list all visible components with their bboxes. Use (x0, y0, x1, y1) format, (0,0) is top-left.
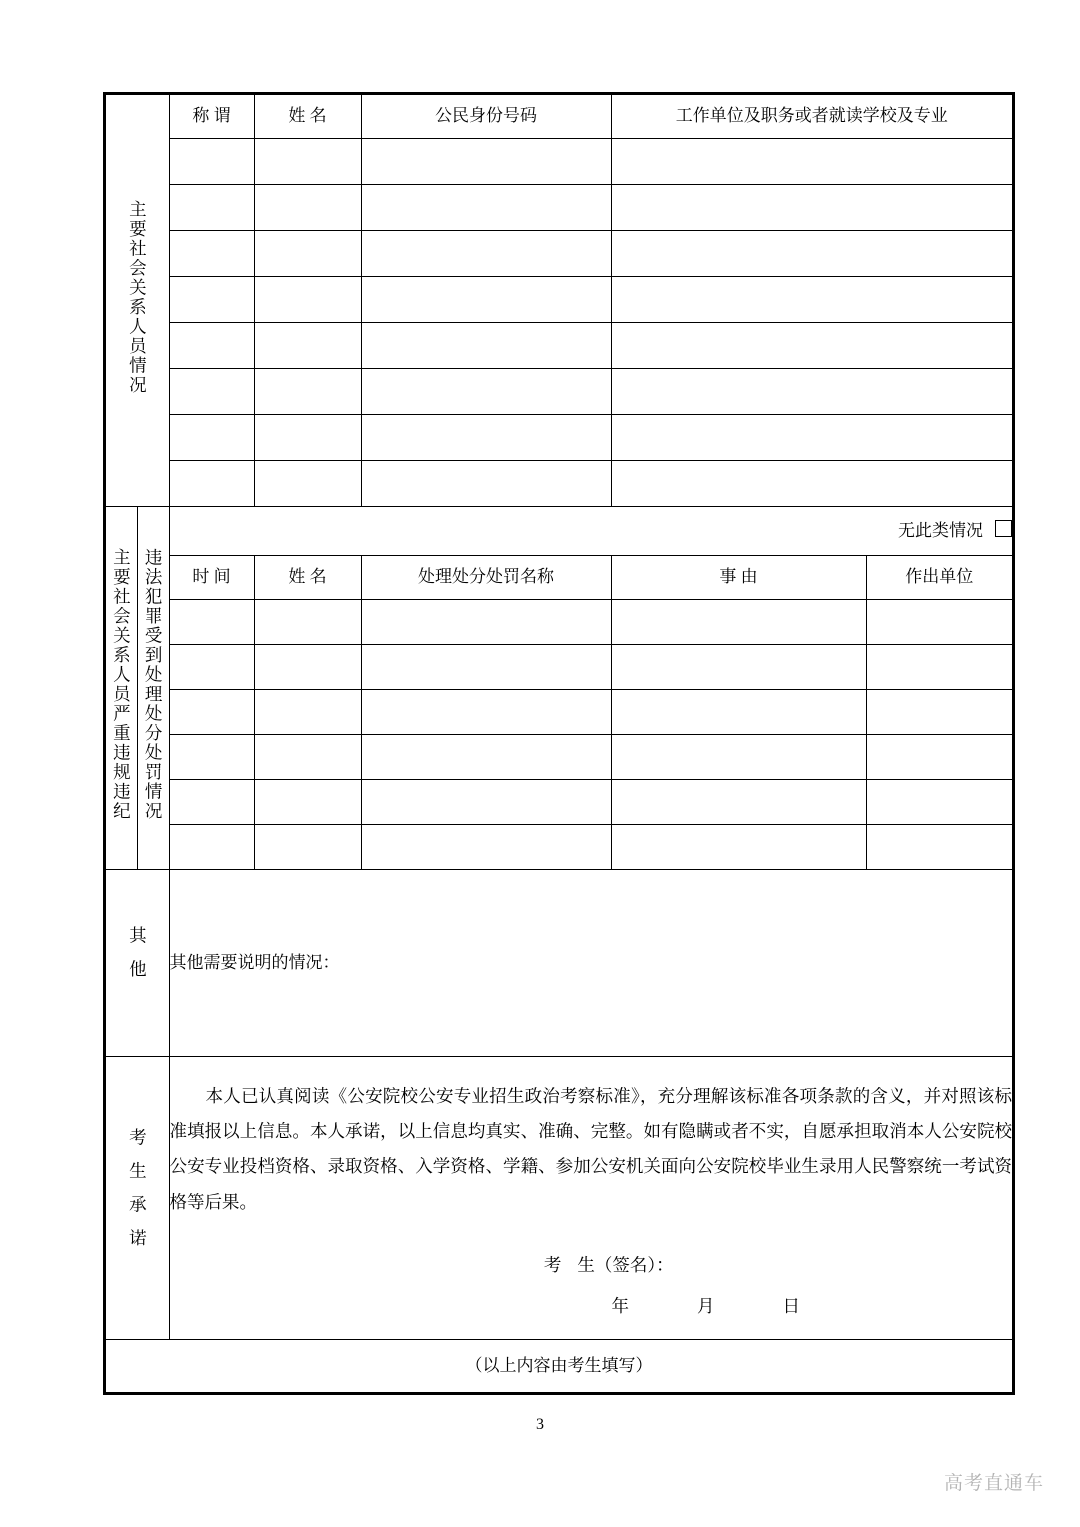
relatives-cell-id[interactable] (361, 185, 611, 231)
punishment-cell-type[interactable] (361, 690, 611, 735)
date-year-label: 年 (611, 1295, 630, 1316)
punishment-cell-reason[interactable] (611, 600, 866, 645)
footer-note: （以上内容由考生填写） (105, 1340, 1013, 1394)
punishment-cell-reason[interactable] (611, 735, 866, 780)
relatives-cell-work[interactable] (611, 461, 1013, 507)
punishment-cell-unit[interactable] (866, 600, 1013, 645)
punishment-cell-name[interactable] (254, 600, 361, 645)
table-row (105, 139, 1013, 185)
relatives-cell-name[interactable] (254, 139, 361, 185)
punishment-section-label-b: 违法犯罪受到处理处分处罚情况 (137, 507, 169, 870)
relatives-cell-title[interactable] (169, 415, 254, 461)
table-row (105, 369, 1013, 415)
footer-note-row (105, 1340, 1013, 1394)
date-day-label: 日 (782, 1295, 801, 1316)
table-row (105, 825, 1013, 870)
relatives-cell-name[interactable] (254, 461, 361, 507)
punishment-cell-name[interactable] (254, 690, 361, 735)
punishment-col-header-time: 时 间 (169, 556, 254, 600)
relatives-cell-id[interactable] (361, 323, 611, 369)
watermark: 高考直通车 (943, 1473, 1044, 1494)
table-row (105, 323, 1013, 369)
no-case-label: 无此类情况 (898, 520, 984, 540)
other-row (105, 870, 1013, 1057)
relatives-cell-name[interactable] (254, 277, 361, 323)
punishment-cell-time[interactable] (169, 645, 254, 690)
political-review-form (104, 93, 1014, 1394)
signature-label-a: 考 (543, 1254, 578, 1275)
relatives-cell-work[interactable] (611, 277, 1013, 323)
pledge-section-label: 考生承诺 (105, 1057, 169, 1340)
punishment-cell-name[interactable] (254, 780, 361, 825)
relatives-cell-title[interactable] (169, 461, 254, 507)
relatives-cell-name[interactable] (254, 369, 361, 415)
date-month-label: 月 (697, 1295, 715, 1316)
relatives-cell-title[interactable] (169, 185, 254, 231)
relatives-header-row (105, 94, 1013, 139)
punishment-cell-type[interactable] (361, 600, 611, 645)
table-row (105, 415, 1013, 461)
punishment-cell-unit[interactable] (866, 690, 1013, 735)
punishment-col-header-unit: 作出单位 (866, 556, 1013, 600)
punishment-cell-reason[interactable] (611, 825, 866, 870)
punishment-section-label-a: 主要社会关系人员严重违规违纪 (105, 507, 137, 870)
relatives-col-header-name: 姓 名 (254, 94, 361, 139)
punishment-cell-reason[interactable] (611, 780, 866, 825)
relatives-cell-work[interactable] (611, 369, 1013, 415)
other-prompt-label: 其他需要说明的情况： (169, 952, 340, 972)
punishment-cell-type[interactable] (361, 645, 611, 690)
no-case-row (169, 507, 1013, 556)
relatives-cell-id[interactable] (361, 277, 611, 323)
punishment-cell-name[interactable] (254, 645, 361, 690)
relatives-cell-work[interactable] (611, 185, 1013, 231)
no-case-checkbox[interactable] (995, 520, 1012, 537)
punishment-cell-type[interactable] (361, 780, 611, 825)
relatives-cell-work[interactable] (611, 139, 1013, 185)
relatives-cell-id[interactable] (361, 461, 611, 507)
table-row (105, 461, 1013, 507)
relatives-col-header-id: 公民身份号码 (361, 94, 611, 139)
relatives-col-header-title: 称 谓 (169, 94, 254, 139)
relatives-cell-id[interactable] (361, 369, 611, 415)
table-row (105, 185, 1013, 231)
table-row (105, 231, 1013, 277)
punishment-cell-time[interactable] (169, 690, 254, 735)
relatives-cell-title[interactable] (169, 277, 254, 323)
punishment-header-row (105, 556, 1013, 600)
page-number: 3 (536, 1416, 544, 1433)
punishment-cell-reason[interactable] (611, 690, 866, 735)
punishment-cell-type[interactable] (361, 825, 611, 870)
table-row (105, 277, 1013, 323)
punishment-cell-time[interactable] (169, 735, 254, 780)
punishment-col-header-reason: 事 由 (611, 556, 866, 600)
relatives-cell-name[interactable] (254, 231, 361, 277)
relatives-cell-work[interactable] (611, 323, 1013, 369)
signature-line (170, 1254, 1013, 1277)
signature-label-b: 生（签名）： (577, 1254, 674, 1275)
relatives-cell-id[interactable] (361, 415, 611, 461)
pledge-content (169, 1057, 1013, 1340)
punishment-col-header-name: 姓 名 (254, 556, 361, 600)
pledge-row (105, 1057, 1013, 1340)
punishment-cell-type[interactable] (361, 735, 611, 780)
table-row (105, 735, 1013, 780)
relatives-cell-title[interactable] (169, 323, 254, 369)
relatives-cell-work[interactable] (611, 231, 1013, 277)
punishment-cell-time[interactable] (169, 825, 254, 870)
punishment-col-header-type: 处理处分处罚名称 (361, 556, 611, 600)
table-row (105, 600, 1013, 645)
punishment-cell-unit[interactable] (866, 780, 1013, 825)
punishment-cell-name[interactable] (254, 825, 361, 870)
date-line (170, 1295, 1013, 1318)
punishment-cell-unit[interactable] (866, 735, 1013, 780)
relatives-section-label: 主要社会关系人员情况 (105, 94, 169, 507)
punishment-cell-unit[interactable] (866, 825, 1013, 870)
table-row (105, 690, 1013, 735)
relatives-cell-title[interactable] (169, 369, 254, 415)
relatives-cell-id[interactable] (361, 231, 611, 277)
punishment-cell-time[interactable] (169, 600, 254, 645)
punishment-cell-unit[interactable] (866, 645, 1013, 690)
punishment-cell-reason[interactable] (611, 645, 866, 690)
relatives-cell-name[interactable] (254, 185, 361, 231)
relatives-cell-title[interactable] (169, 231, 254, 277)
table-row (105, 780, 1013, 825)
relatives-col-header-work: 工作单位及职务或者就读学校及专业 (611, 94, 1013, 139)
punishment-nocase-row (105, 507, 1013, 556)
punishment-cell-time[interactable] (169, 780, 254, 825)
relatives-cell-work[interactable] (611, 415, 1013, 461)
pledge-text: 本人已认真阅读《公安院校公安专业招生政治考察标准》，充分理解该标准各项条款的含义，并对照该标准填报以上信息。本人承诺，以上信息均真实、准确、完整。如有隐瞒或者不实，自愿承担取消本人公安院校公安专业投档资格、录取资格、入学资格、学籍、参加公安机关面向公安院校毕业生录用人民警察统一考试资格等后果。 (169, 1085, 1013, 1212)
other-input-area[interactable] (169, 870, 1013, 1057)
table-row (105, 645, 1013, 690)
punishment-cell-name[interactable] (254, 735, 361, 780)
relatives-cell-title[interactable] (169, 139, 254, 185)
relatives-cell-name[interactable] (254, 323, 361, 369)
relatives-cell-name[interactable] (254, 415, 361, 461)
other-section-label: 其他 (105, 870, 169, 1057)
relatives-cell-id[interactable] (361, 139, 611, 185)
